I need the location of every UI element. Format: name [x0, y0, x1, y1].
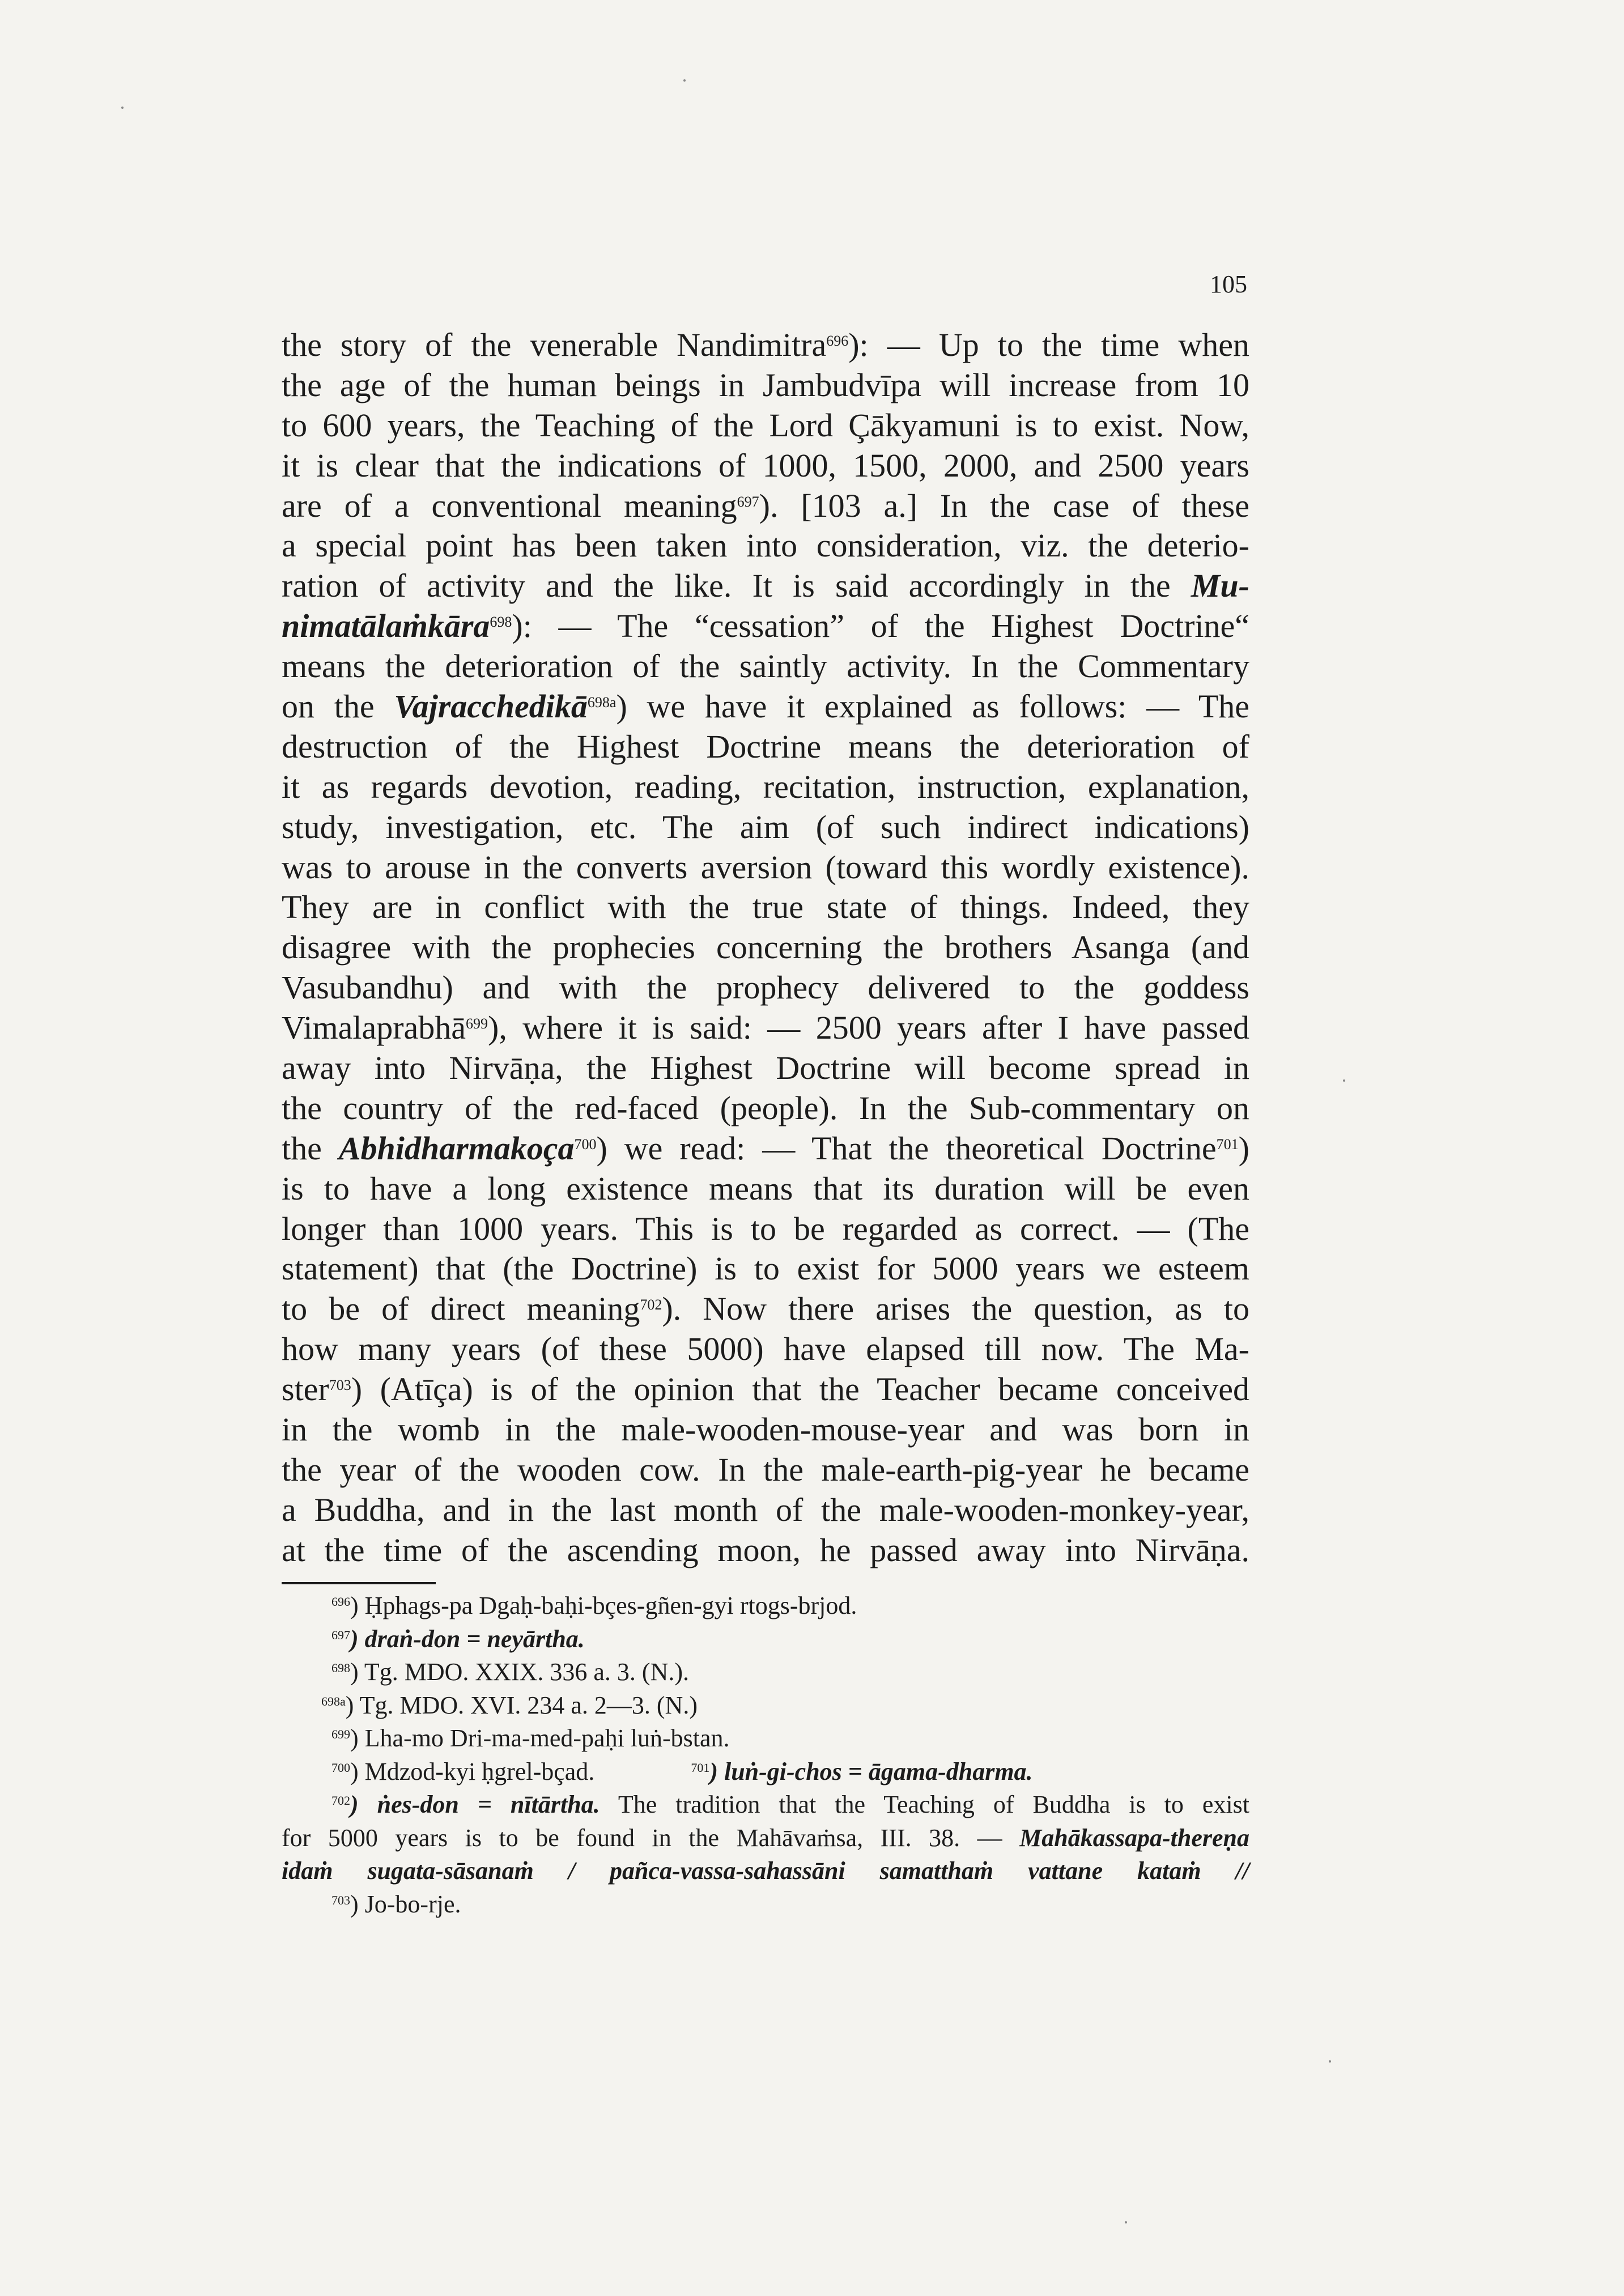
footnote-divider — [282, 1582, 436, 1584]
scan-speck — [121, 107, 124, 109]
text-line: it is clear that the indications of 1000, 1500, 2000, and 2500 years — [282, 447, 1249, 484]
text-line: disagree with the prophecies concerning the brothers Asanga (and — [282, 929, 1249, 966]
text-line: a special point has been taken into consideration, viz. the deterio- — [282, 527, 1249, 564]
footnote-ref[interactable]: 698 — [490, 614, 512, 631]
body-text — [282, 325, 1249, 1571]
text-line: are of a conventional meaning$^{697}$). [103 a.] In the case of these — [282, 487, 1249, 524]
text-line: a Buddha, and in the last month of the male-wooden-monkey-year, — [282, 1491, 1249, 1528]
text-line: study, investigation, etc. The aim (of such indirect indications) — [282, 808, 1249, 845]
footnotes — [282, 1589, 1249, 1921]
text-line: the age of the human beings in Jambudvīpa will increase from 10 — [282, 366, 1249, 403]
footnote-number: 699 — [331, 1727, 350, 1741]
text-line: Vasubandhu) and with the prophecy delivered to the goddess — [282, 969, 1249, 1006]
footnote-number: 700 — [331, 1760, 350, 1775]
footnote-continuation: idaṁ sugata-sāsanaṁ / pañca-vassa-sahassāni samatthaṁ vattane kataṁ // — [282, 1857, 1249, 1885]
text-line: ster$^{703}$) (Atīça) is of the opinion that the Teacher became conceived — [282, 1371, 1249, 1408]
text-line: the story of the venerable Nandimitra$^{696}$): — Up to the time when — [282, 326, 1249, 363]
footnote-ref[interactable]: 697 — [737, 493, 759, 510]
text-line: ration of activity and the like. It is said accordingly in the Mu- — [282, 567, 1249, 605]
text-line: in the womb in the male-wooden-mouse-year and was born in — [282, 1411, 1249, 1448]
footnote-number: 703 — [331, 1893, 350, 1907]
footnote-ref[interactable]: 701 — [1216, 1136, 1239, 1153]
work-title: Mu- — [1191, 567, 1249, 605]
text-line: how many years (of these 5000) have elapsed till now. The Ma- — [282, 1330, 1249, 1368]
footnote-number: 697 — [331, 1627, 350, 1642]
text-line: means the deterioration of the saintly activity. In the Commentary — [282, 648, 1249, 685]
footnote-continuation: for 5000 years is to be found in the Mahāvaṁsa, III. 38. — Mahākassapa-thereṇa — [282, 1823, 1249, 1852]
text-line: on the Vajracchedikā$^{698a}$) we have it explained as follows: — The — [282, 688, 1250, 725]
footnote: $^{698}$) Tg. MDO. XXIX. 336 a. 3. (N.). — [331, 1658, 689, 1686]
text-line: to be of direct meaning$^{702}$). Now there arises the question, as to — [282, 1290, 1250, 1328]
page-number: 105 — [1210, 270, 1247, 298]
footnote-ref[interactable]: 702 — [640, 1296, 662, 1313]
footnote: $^{700}$) Mdzod-kyi ḥgrel-bçad. $^{701}$) luṅ-gi-chos = āgama-dharma. — [331, 1757, 1033, 1785]
footnote-ref[interactable]: 699 — [466, 1015, 488, 1032]
text-line: Vimalaprabhā$^{699}$), where it is said: — 2500 years after I have passed — [282, 1009, 1249, 1047]
footnote: $^{696}$) Ḥphags-pa Dgaḥ-baḥi-bçes-gñen-gyi rtogs-brjod. — [331, 1592, 857, 1619]
text-line: destruction of the Highest Doctrine means the deterioration of — [282, 728, 1249, 765]
text-line: statement) that (the Doctrine) is to exist for 5000 years we esteem — [282, 1250, 1249, 1287]
footnote-number: 698 — [331, 1661, 350, 1675]
text-line: was to arouse in the converts aversion (toward this wordly existence). — [282, 848, 1249, 886]
footnote-ref[interactable]: 700 — [574, 1136, 597, 1153]
text-line: away into Nirvāṇa, the Highest Doctrine will become spread in — [282, 1049, 1249, 1087]
work-title: Abhidharmakoça — [338, 1129, 575, 1167]
text-line: nimatālaṁkāra$^{698}$): — The “cessation” of the Highest Doctrine“ — [282, 607, 1249, 645]
scan-speck — [1343, 1079, 1345, 1082]
footnote-ref[interactable]: 703 — [329, 1377, 351, 1394]
footnote: $^{702}$) ṅes-don = nītārtha. The tradition that the Teaching of Buddha is to exist — [331, 1791, 1249, 1818]
scan-speck — [1125, 2221, 1127, 2223]
footnote: $^{697}$) draṅ-don = neyārtha. — [331, 1625, 585, 1653]
text-line: to 600 years, the Teaching of the Lord Çākyamuni is to exist. Now, — [282, 406, 1249, 444]
footnote: $^{698a}$) Tg. MDO. XVI. 234 a. 2—3. (N.) — [321, 1691, 698, 1719]
text-line: the year of the wooden cow. In the male-earth-pig-year he became — [282, 1451, 1249, 1488]
footnote-number: 696 — [331, 1595, 350, 1609]
text-line: the country of the red-faced (people). In the Sub-commentary on — [282, 1089, 1249, 1126]
footnote: $^{699}$) Lha-mo Dri-ma-med-paḥi luṅ-bstan. — [331, 1724, 730, 1752]
text-line: at the time of the ascending moon, he passed away into Nirvāṇa. — [282, 1531, 1249, 1568]
footnote-number: 698a — [321, 1694, 346, 1708]
scan-speck — [683, 79, 686, 82]
text-line: longer than 1000 years. This is to be regarded as correct. — (The — [282, 1210, 1249, 1247]
text-line: the Abhidharmakoça$^{700}$) we read: — That the theoretical Doctrine$^{701}$) — [282, 1129, 1249, 1167]
work-title: Vajracchedikā — [394, 688, 588, 725]
work-title: nimatālaṁkāra — [282, 607, 490, 645]
footnote-number: 702 — [331, 1793, 350, 1808]
text-line: They are in conflict with the true state of things. Indeed, they — [282, 888, 1249, 926]
footnote-number: 701 — [691, 1760, 710, 1775]
footnote-ref[interactable]: 698a — [587, 694, 617, 711]
footnote: $^{703}$) Jo-bo-rje. — [331, 1890, 461, 1918]
scan-speck — [1329, 2060, 1331, 2063]
text-line: is to have a long existence means that its duration will be even — [282, 1170, 1249, 1207]
text-line: it as regards devotion, reading, recitation, instruction, explanation, — [282, 768, 1249, 805]
footnote-ref[interactable]: 696 — [826, 333, 849, 349]
